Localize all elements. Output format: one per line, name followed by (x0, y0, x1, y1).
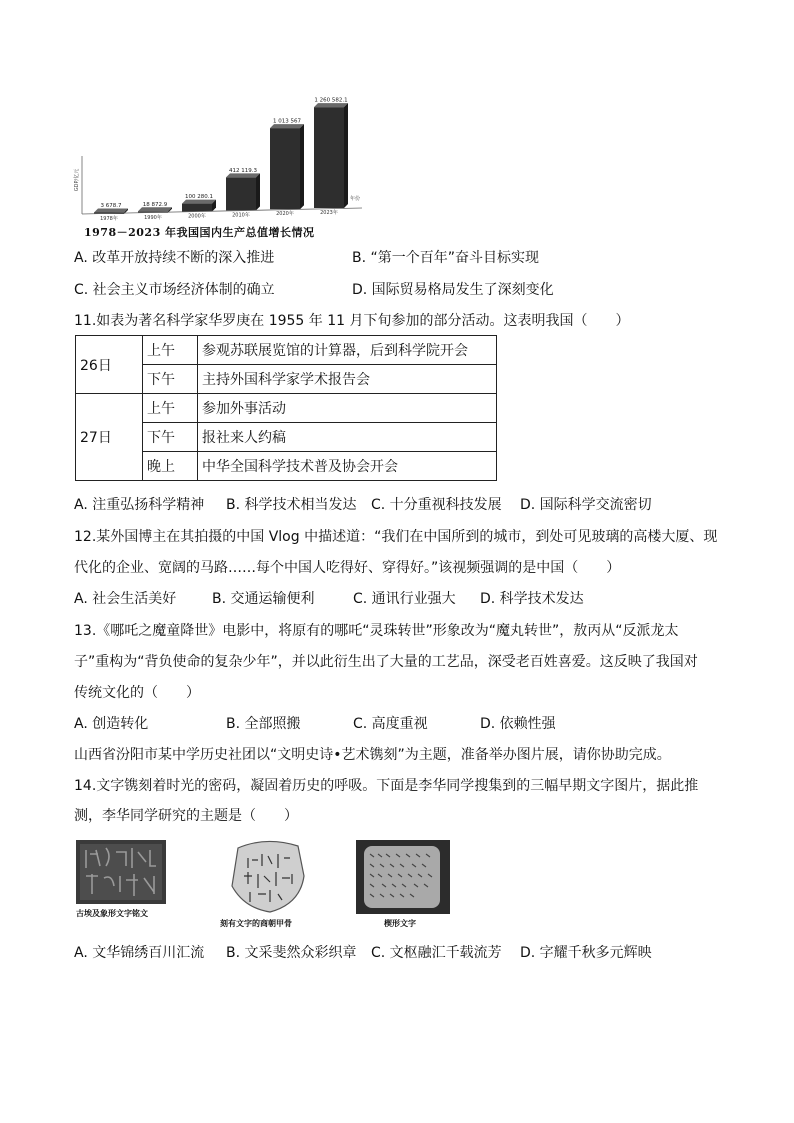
q13-stem-line2: 子”重构为“背负使命的复杂少年”，并以此衍生出了大量的工艺品，深受老百姓喜爱。这反映了我国对 (74, 654, 698, 670)
q11-option-a[interactable]: A. 注重弘扬科学精神 (74, 497, 205, 513)
egyptian-hieroglyph-image (76, 840, 166, 904)
caption-oracle-bone: 刻有文字的商朝甲骨 (220, 918, 292, 928)
bar-face (182, 204, 212, 212)
cuneiform-tablet-image (356, 840, 450, 914)
q12-stem-line2: 代化的企业、宽阔的马路……每个中国人吃得好、穿得好。”该视频强调的是中国（ ） (74, 560, 621, 576)
value-label: 1 013 567 (273, 118, 301, 125)
q12-stem-line1: 12.某外国博主在其拍摄的中国 Vlog 中描述道：“我们在中国所到的城市，到处可见玻璃的高楼大厦、现 (74, 529, 718, 545)
bar-side (344, 103, 348, 208)
x-tick-label: 2010年 (232, 212, 250, 219)
activity-cell: 参加外事活动 (198, 394, 497, 423)
section-intro: 山西省汾阳市某中学历史社团以“文明史诗•艺术镌刻”为主题，准备举办图片展，请你协助完成。 (74, 747, 671, 763)
period-cell: 下午 (143, 365, 198, 394)
q13-option-c[interactable]: C. 高度重视 (353, 716, 428, 732)
x-tick-label: 2023年 (320, 210, 338, 216)
value-label: 100 280.1 (185, 194, 213, 201)
x-tick-label: 2020年 (276, 211, 294, 218)
bar-4 (270, 124, 304, 209)
value-label: 1 260 582.1 (314, 97, 348, 104)
q13-stem-line3: 传统文化的（ ） (74, 685, 200, 701)
q11-option-c[interactable]: C. 十分重视科技发展 (371, 497, 502, 513)
bar-2 (182, 200, 216, 212)
q13-option-a[interactable]: A. 创造转化 (74, 716, 149, 732)
chart-title: 1978－2023 年我国国内生产总值增长情况 (84, 226, 315, 239)
period-cell: 上午 (143, 336, 198, 365)
period-cell: 上午 (143, 394, 198, 423)
q10-option-c[interactable]: C. 社会主义市场经济体制的确立 (74, 282, 275, 298)
q14-option-a[interactable]: A. 文华锦绣百川汇流 (74, 945, 205, 961)
value-label: 3 678.7 (100, 203, 122, 209)
y-axis-label: GDP/亿元 (74, 168, 80, 192)
bar-side (256, 173, 260, 210)
bar-face (270, 128, 300, 209)
q12-option-a[interactable]: A. 社会生活美好 (74, 591, 177, 607)
activity-cell: 报社来人约稿 (198, 423, 497, 452)
q14-option-d[interactable]: D. 字耀千秋多元辉映 (520, 945, 652, 961)
gdp-bar-chart (70, 96, 370, 222)
bar-side (300, 124, 304, 209)
activity-cell: 中华全国科学技术普及协会开会 (198, 452, 497, 481)
q11-option-b[interactable]: B. 科学技术相当发达 (226, 497, 357, 513)
schedule-table (75, 335, 497, 481)
bar-top (182, 200, 216, 204)
q13-stem-line1: 13.《哪吒之魔童降世》电影中，将原有的哪吒“灵珠转世”形象改为“魔丸转世”，敖丙从“反派龙太 (74, 623, 679, 639)
caption-cuneiform: 楔形文字 (384, 918, 416, 928)
value-label: 412 119.3 (229, 167, 257, 174)
bars-layer (94, 98, 348, 222)
q14-option-c[interactable]: C. 文枢融汇千载流芳 (371, 945, 502, 961)
bar-top (94, 209, 128, 213)
table-row (76, 336, 497, 365)
q10-option-a[interactable]: A. 改革开放持续不断的深入推进 (74, 250, 275, 266)
bar-top (314, 103, 348, 107)
bar-top (270, 124, 304, 128)
activity-cell: 参观苏联展览馆的计算器，后到科学院开会 (198, 336, 497, 365)
q14-stem-line1: 14.文字镌刻着时光的密码，凝固着历史的呼吸。下面是李华同学搜集到的三幅早期文字图片，据此推 (74, 778, 699, 794)
q13-option-b[interactable]: B. 全部照搬 (226, 716, 301, 732)
x-axis-label: 年份 (350, 196, 361, 202)
bar-face (314, 107, 344, 208)
q12-option-c[interactable]: C. 通讯行业强大 (353, 591, 456, 607)
bar-face (226, 177, 256, 210)
day-cell: 27日 (76, 394, 143, 481)
table-row (76, 394, 497, 423)
q11-option-d[interactable]: D. 国际科学交流密切 (520, 497, 652, 513)
q10-option-b[interactable]: B. “第一个百年”奋斗目标实现 (352, 250, 540, 266)
q14-option-b[interactable]: B. 文采斐然众彩织章 (226, 945, 357, 961)
bar-3 (226, 173, 260, 210)
q13-option-d[interactable]: D. 依赖性强 (480, 716, 556, 732)
period-cell: 晚上 (143, 452, 198, 481)
x-tick-label: 2000年 (188, 213, 206, 220)
q11-stem: 11.如表为著名科学家华罗庚在 1955 年 11 月下旬参加的部分活动。这表明我国（ ） (74, 313, 630, 329)
q14-stem-line2: 测，李华同学研究的主题是（ ） (74, 808, 298, 824)
q12-option-b[interactable]: B. 交通运输便利 (212, 591, 315, 607)
q12-option-d[interactable]: D. 科学技术发达 (480, 591, 584, 607)
caption-egyptian: 古埃及象形文字铭文 (76, 908, 148, 918)
activity-cell: 主持外国科学家学术报告会 (198, 365, 497, 394)
day-cell: 26日 (76, 336, 143, 394)
bar-top (226, 173, 260, 177)
bar-top (138, 207, 172, 211)
value-label: 18 872.9 (142, 201, 168, 208)
bar-5 (314, 103, 348, 208)
q10-option-d[interactable]: D. 国际贸易格局发生了深刻变化 (352, 282, 554, 298)
period-cell: 下午 (143, 423, 198, 452)
oracle-bone-image (226, 838, 308, 914)
x-tick-label: 1978年 (100, 216, 118, 222)
x-tick-label: 1990年 (144, 214, 162, 221)
